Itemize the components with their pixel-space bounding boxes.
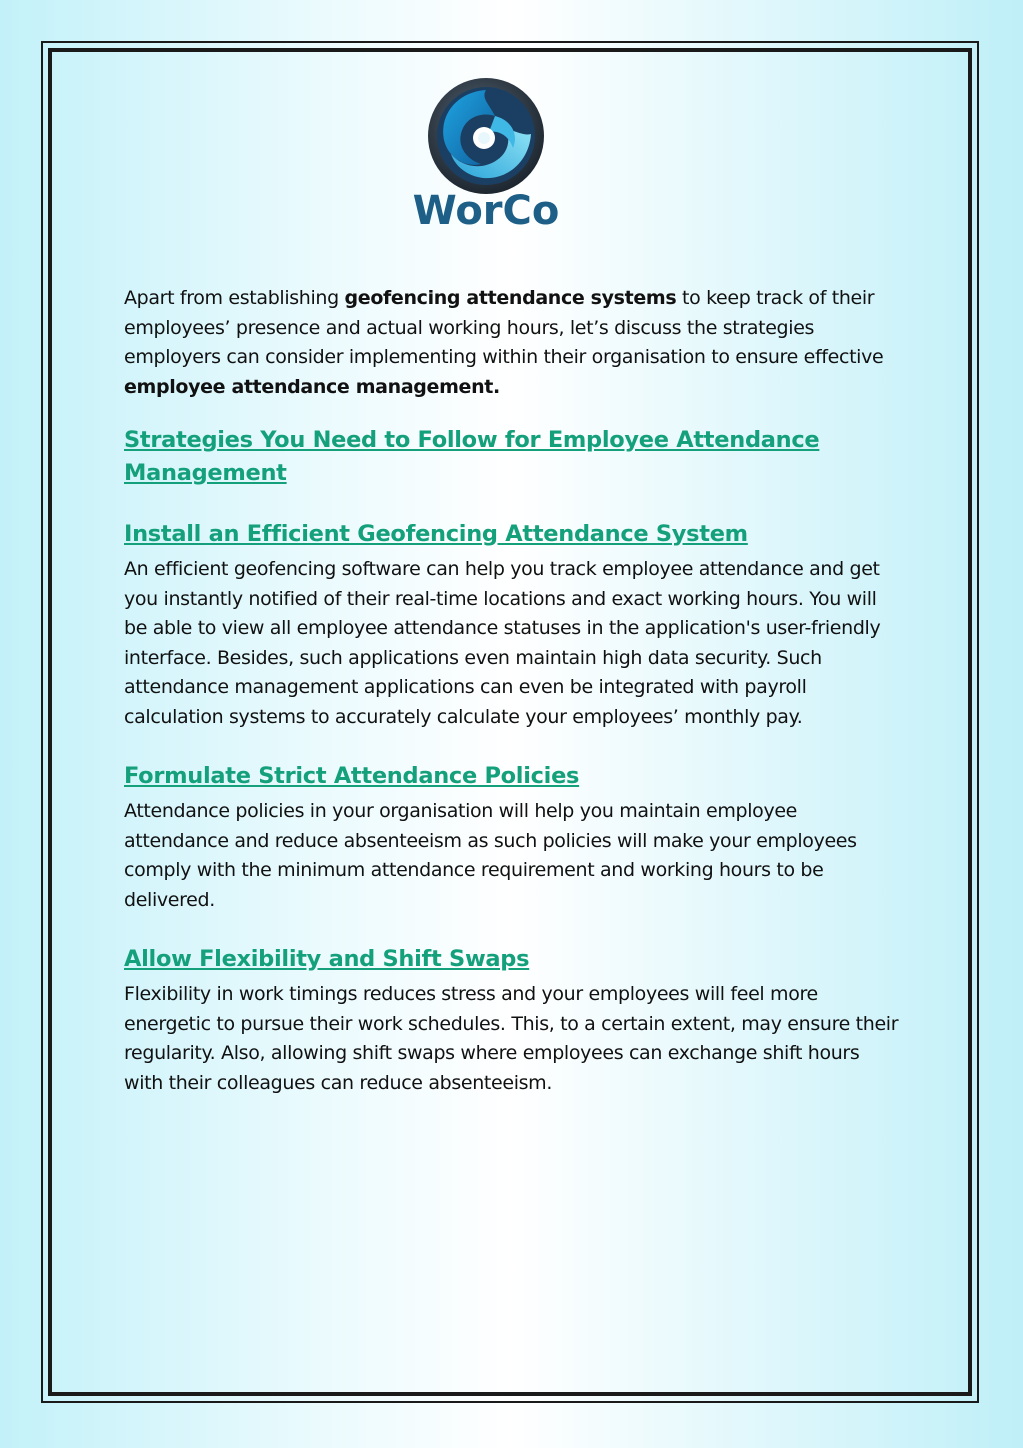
section-body: Flexibility in work timings reduces stress and your employees will feel more energetic to pursue their work schedules. This, to a certain extent, may ensure their regularity. Also, allowing shift swaps where employees can exchange shift hours with their colleagues can reduce absenteeism.	[124, 983, 899, 1094]
section-body: An efficient geofencing software can help you track employee attendance and get you instantly notified of their real-time locations and exact working hours. You will be able to view all employee attendance statuses in the application's user-friendly interface. Besides, such applications even maintain high data security. Such attendance management applications can even be integrated with payroll calculation systems to accurately calculate your employees’ monthly pay.	[124, 558, 881, 728]
intro-paragraph: Apart from establishing geofencing attendance systems to keep track of their employees’ presence and actual working hours, let’s discuss the strategies employers can consider implementing within their organisation to ensure effective employee attendance management.	[124, 287, 884, 398]
brand-name: WorCo	[412, 188, 560, 234]
section-heading: Install an Efficient Geofencing Attendance System	[124, 521, 748, 547]
section-heading: Formulate Strict Attendance Policies	[124, 763, 580, 789]
intro-bold-geofencing: geofencing attendance systems	[344, 287, 677, 309]
section-heading: Allow Flexibility and Shift Swaps	[124, 946, 530, 972]
main-heading: Strategies You Need to Follow for Employee Attendance Management	[124, 427, 820, 486]
section-body: Attendance policies in your organisation will help you maintain employee attendance and reduce absenteeism as such policies will make your employees comply with the minimum attendance requirement and working hours to be delivered.	[124, 800, 857, 911]
document-body	[124, 284, 904, 1098]
intro-bold-management: employee attendance management.	[124, 375, 500, 398]
